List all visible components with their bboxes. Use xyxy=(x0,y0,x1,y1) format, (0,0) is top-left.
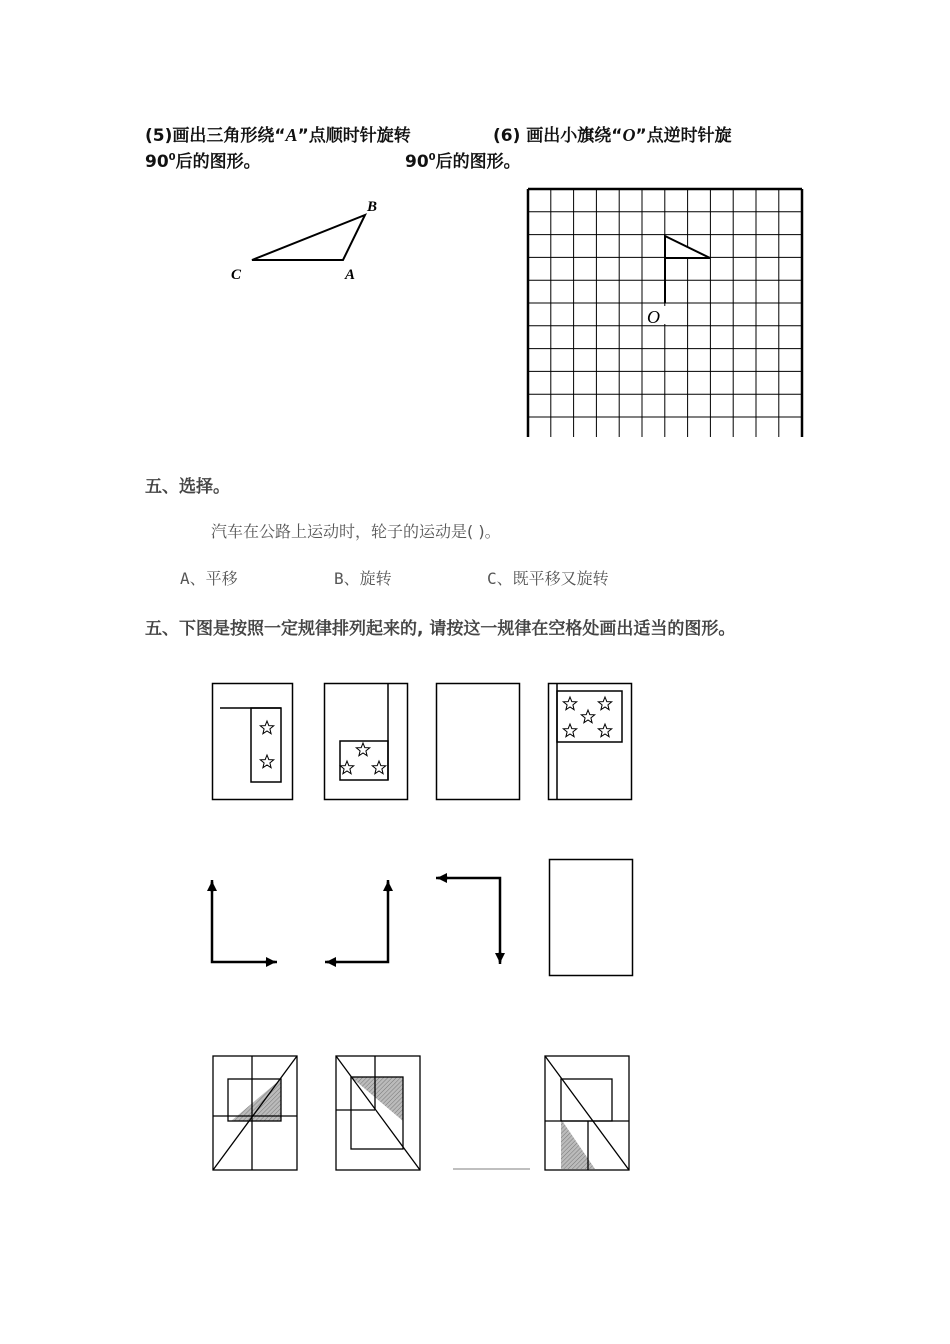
triangle-shape xyxy=(252,215,365,260)
triangle-label-b: B xyxy=(367,199,378,215)
pattern-row-squares xyxy=(205,1048,640,1178)
q6-tail: 后的图形。 xyxy=(435,152,521,172)
flag-1-banner xyxy=(251,708,281,782)
flag-panel-3-blank[interactable] xyxy=(437,684,520,800)
triangle-figure xyxy=(220,190,400,290)
star-icon xyxy=(581,710,594,723)
q6-heading xyxy=(493,124,732,147)
q5-heading xyxy=(145,124,411,147)
choice-section-title: 五、选择。 xyxy=(145,477,230,497)
q6-prefix: (6) 画出小旗绕“ xyxy=(493,126,623,146)
q5-heading-line2 xyxy=(145,147,261,173)
pattern-section-title: 五、下图是按照一定规律排列起来的, 请按这一规律在空格处画出适当的图形。 xyxy=(145,619,736,639)
triangle-label-c: C xyxy=(231,267,242,283)
choice-option-a[interactable]: A、平移 xyxy=(180,569,238,588)
choice-option-b[interactable]: B、旋转 xyxy=(334,569,392,588)
q5-point: A xyxy=(285,125,298,145)
pattern-row-flags xyxy=(205,676,645,808)
q5-suffix: ”点顺时针旋转 xyxy=(297,126,411,146)
arrow-shape-2 xyxy=(325,880,388,962)
star-icon xyxy=(260,755,273,768)
q5-degree: 90 xyxy=(145,152,169,172)
q6-point: O xyxy=(622,125,636,145)
grid-figure xyxy=(526,187,806,439)
star-icon xyxy=(563,724,576,737)
square-2-shaded xyxy=(351,1077,403,1121)
star-icon xyxy=(260,721,273,734)
arrow-shape-3 xyxy=(436,878,500,964)
star-icon xyxy=(563,697,576,710)
square-1-shaded xyxy=(231,1079,281,1121)
q6-degree-sup: 0 xyxy=(428,152,436,163)
pattern-row-arrows xyxy=(200,852,650,982)
star-icon xyxy=(372,761,385,774)
q5-tail: 后的图形。 xyxy=(175,152,261,172)
q6-degree: 90 xyxy=(405,152,429,172)
triangle-label-a: A xyxy=(345,267,356,283)
arrow-shape-1 xyxy=(212,880,277,962)
q6-suffix: ”点逆时针旋 xyxy=(635,126,732,146)
q6-heading-line2 xyxy=(405,147,521,173)
q5-prefix: (5)画出三角形绕“ xyxy=(145,126,286,146)
square-4-shaded xyxy=(561,1119,595,1169)
star-icon xyxy=(356,743,369,756)
grid-label-o: O xyxy=(647,307,660,327)
choice-question: 汽车在公路上运动时，轮子的运动是( )。 xyxy=(211,522,501,541)
star-icon xyxy=(598,724,611,737)
star-icon xyxy=(598,697,611,710)
star-icon xyxy=(340,761,353,774)
choice-option-c[interactable]: C、既平移又旋转 xyxy=(487,569,609,588)
q5-degree-sup: 0 xyxy=(168,152,176,163)
arrow-panel-blank[interactable] xyxy=(550,860,633,976)
